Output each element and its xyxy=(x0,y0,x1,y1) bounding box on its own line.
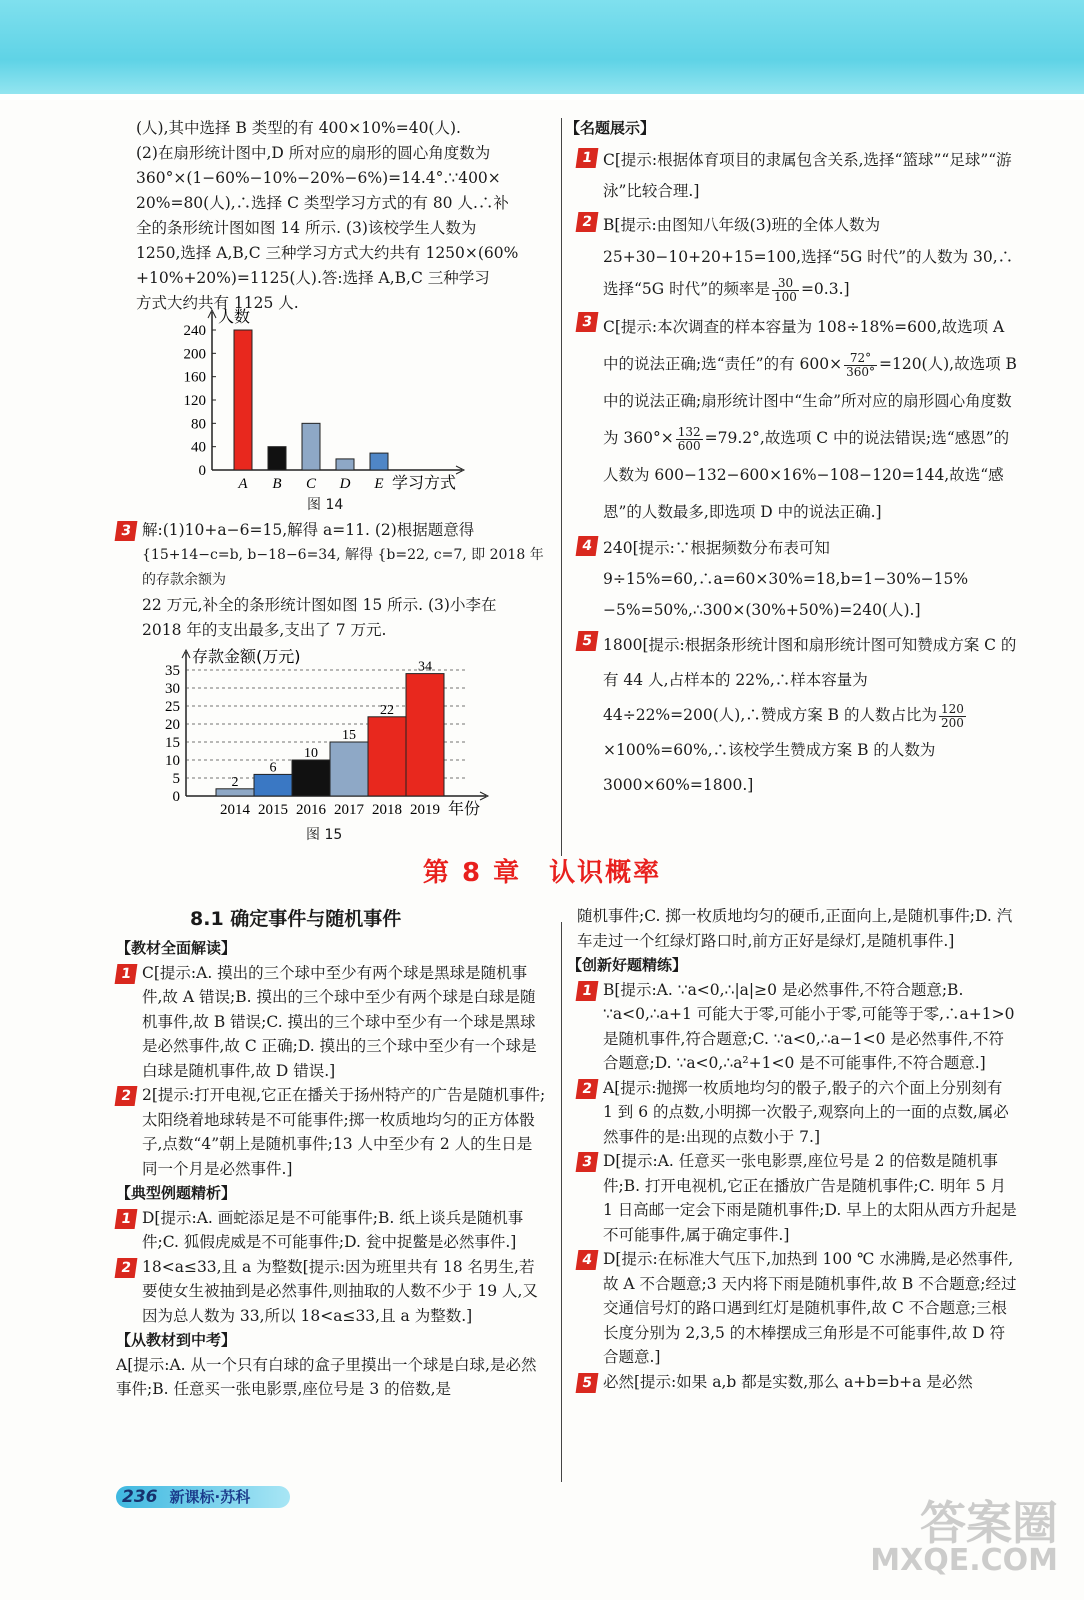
denominator: 100 xyxy=(774,289,797,304)
chapter-number: 第 8 章 xyxy=(422,858,522,888)
question-number-badge: 4 xyxy=(576,536,599,556)
x-tick-label: D xyxy=(339,476,351,492)
y-tick-label: 120 xyxy=(183,393,206,409)
y-tick-label: 30 xyxy=(165,681,180,697)
text-line: (2)在扇形统计图中,D 所对应的扇形的圆心角度数为 xyxy=(136,144,491,162)
chapter-title xyxy=(0,852,1084,889)
y-tick-label: 35 xyxy=(165,663,180,679)
chart-figure-14 xyxy=(176,300,476,500)
y-tick-label: 0 xyxy=(198,463,206,479)
y-tick-label: 10 xyxy=(165,753,180,769)
denominator: 600 xyxy=(677,438,701,453)
answer-item xyxy=(577,628,1017,803)
text-line: {15+14−c=b, b−18−6=34, 解得 {b=22, c=7, 即 2018 年的存款余额为 xyxy=(142,547,544,588)
chapter-name: 认识概率 xyxy=(549,858,662,888)
section-heading: 【创新好题精练】 xyxy=(567,956,688,974)
watermark xyxy=(870,1496,1058,1578)
data-label: 6 xyxy=(269,760,277,776)
data-label: 34 xyxy=(418,659,432,675)
question-number-badge: 2 xyxy=(576,1079,599,1099)
question-number-badge: 1 xyxy=(115,1209,138,1229)
question-number-badge: 5 xyxy=(576,1373,599,1393)
x-tick-label: E xyxy=(374,476,384,492)
fraction xyxy=(772,277,799,304)
answer-item xyxy=(116,961,546,1084)
answer-text: 18<a≤33,且 a 为整数[提示:因为班里共有 18 名男生,若要使女生被抽到是必然事件,则抽取的人数不少于 19 人,又因为总人数为 33,所以 18<a≤33,且 a 为整数.] xyxy=(142,1257,538,1325)
question-number-badge: 1 xyxy=(576,981,599,1001)
question-number-badge: 1 xyxy=(576,148,599,168)
answer-item xyxy=(116,1255,546,1329)
bar xyxy=(292,760,330,796)
bar xyxy=(234,330,252,470)
denominator: 200 xyxy=(941,715,964,730)
question-number-badge: 4 xyxy=(576,1250,599,1270)
fraction xyxy=(844,352,877,379)
watermark-url: MXQE.COM xyxy=(870,1543,1058,1578)
question-number-badge: 2 xyxy=(576,212,599,232)
answer-item xyxy=(577,978,1017,1076)
x-tick-label: 2018 xyxy=(372,802,402,818)
header-band xyxy=(0,0,1084,100)
question-number-badge: 2 xyxy=(115,1258,138,1278)
right-bottom-text xyxy=(567,904,1017,1394)
y-tick-label: 5 xyxy=(172,771,180,787)
left-bottom-text xyxy=(116,936,546,1402)
column-divider xyxy=(561,922,562,1482)
text-line: 360°×(1−60%−10%−20%−6%)=14.4°.∵400× xyxy=(136,169,501,187)
data-label: 10 xyxy=(304,746,318,761)
y-tick-label: 200 xyxy=(183,346,206,363)
bar xyxy=(302,423,320,470)
bar xyxy=(368,717,406,796)
x-tick-label: 2015 xyxy=(258,802,288,818)
text-line: 全的条形统计图如图 14 所示. (3)该校学生人数为 xyxy=(136,219,477,237)
data-label: 22 xyxy=(380,702,394,718)
answer-text: C[提示:A. 摸出的三个球中至少有两个球是黑球是随机事件,故 A 错误;B. 摸出的三个球中至少有两个球是白球是随机事件,故 B 错误;C. 摸出的三个球中至少有一个球是黑球是必然事件,故 C 正确;D. 摸出的三个球中至少有一个球是白球是随机事件,故 D 错误.] xyxy=(142,963,537,1080)
x-tick-label: B xyxy=(272,476,282,492)
x-tick-label: 2019 xyxy=(410,802,440,818)
bar xyxy=(268,447,286,470)
answer-text: C[提示:根据体育项目的隶属包含关系,选择“篮球”“足球”“游泳”比较合理.] xyxy=(603,151,1012,200)
watermark-text: 答案圈 xyxy=(920,1496,1058,1550)
q3-block xyxy=(116,518,546,643)
answer-item xyxy=(577,1149,1017,1247)
y-tick-label: 160 xyxy=(183,369,206,386)
data-label: 2 xyxy=(231,774,239,790)
caption-15: 图 15 xyxy=(306,827,343,843)
section-title: 8.1 确定事件与随机事件 xyxy=(190,908,402,930)
answer-text: A[提示:A. 从一个只有白球的盒子里摸出一个球是白球,是必然事件;B. 任意买一张电影票,座位号是 3 的倍数,是 xyxy=(116,1355,537,1398)
text-line: 2018 年的支出最多,支出了 7 万元. xyxy=(142,621,387,639)
text-line: 解:(1)10+a−6=15,解得 a=11. (2)根据题意得 xyxy=(142,521,475,539)
question-number-badge: 3 xyxy=(576,1152,599,1172)
y-tick-label: 80 xyxy=(191,416,206,433)
answer-text: =0.3.] xyxy=(800,280,850,298)
right-top-text xyxy=(565,116,1017,803)
answer-text: D[提示:A. 画蛇添足是不可能事件;B. 纸上谈兵是随机事件;C. 狐假虎威是不可能事件;D. 瓮中捉鳖是必然事件.] xyxy=(142,1208,524,1251)
y-tick-label: 15 xyxy=(165,735,180,751)
numerator: 30 xyxy=(772,277,799,291)
text-line: (人),其中选择 B 类型的有 400×10%=40(人). xyxy=(136,119,461,137)
answer-item xyxy=(577,145,1017,207)
data-label: 15 xyxy=(342,728,356,743)
section-heading: 【教材全面解读】 xyxy=(116,939,237,957)
x-tick-label: A xyxy=(238,476,248,492)
bar xyxy=(330,742,368,796)
answer-text: 随机事件;C. 掷一枚质地均匀的硬币,正面向上,是随机事件;D. 汽车走过一个红绿灯路口时,前方正好是绿灯,是随机事件.] xyxy=(577,907,1013,950)
bar xyxy=(336,459,354,470)
answer-text: 2[提示:打开电视,它正在播关于扬州特产的广告是随机事件;太阳绕着地球转是不可能事件;掷一枚质地均匀的正方体骰子,点数“4”朝上是随机事件;13 人中至少有 2 人的生日是同一个月是必然事件.] xyxy=(142,1086,546,1178)
text-line: 1250,选择 A,B,C 三种学习方式大约共有 1250×(60% xyxy=(136,244,519,262)
left-top-text xyxy=(136,116,546,316)
y-tick-label: 0 xyxy=(172,789,180,805)
answer-item xyxy=(577,309,1017,531)
x-axis-title: 年份 xyxy=(448,799,481,818)
answer-text: C[提示:本次调查的样本容量为 108÷18%=600,故选项 A 中的说法正确;选“责任”的有 600× xyxy=(603,318,1005,373)
answer-item xyxy=(577,533,1017,626)
bar xyxy=(406,674,444,796)
text-line: +10%+20%)=1125(人).答:选择 A,B,C 三种学习 xyxy=(136,269,490,287)
answer-text: 240[提示:∵根据频数分布表可知 9÷15%=60,∴a=60×30%=18,b=1−30%−15%−5%=50%,∴300×(30%+50%)=240(人).] xyxy=(603,539,969,619)
answer-text: =79.2°,故选项 C 中的说法错误;选“感恩”的人数为 600−132−600×16%−108−120=144,故选“感恩”的人数最多,即选项 D 中的说法正确.] xyxy=(603,429,1010,521)
question-number-badge: 5 xyxy=(576,631,599,651)
chart-figure-15 xyxy=(156,636,496,820)
y-axis-title: 人数 xyxy=(218,307,251,326)
section-heading: 【典型例题精析】 xyxy=(116,1184,237,1202)
text-line: 20%=80(人),∴选择 C 类型学习方式的有 80 人.∴补 xyxy=(136,194,509,212)
answer-item xyxy=(116,1083,546,1181)
y-axis-title: 存款金额(万元) xyxy=(192,647,301,666)
text-line: 22 万元,补全的条形统计图如图 15 所示. (3)小李在 xyxy=(142,596,497,614)
y-tick-label: 40 xyxy=(191,439,206,456)
answer-item xyxy=(116,518,546,643)
x-tick-label: C xyxy=(305,476,317,492)
answer-text: B[提示:A. ∵a<0,∴|a|≥0 是必然事件,不符合题意;B. ∵a<0,∴a+1 可能大于零,可能小于零,可能等于零,∴a+1>0 是随机事件,符合题意;C. ∵a<0,∴a−1<0 是必然事件,不符合题意;D. ∵a<0,∴a²+1<0 是不可能事件,不符合题意.] xyxy=(603,980,1015,1072)
fraction xyxy=(676,426,703,453)
question-number-badge: 3 xyxy=(115,521,138,541)
answer-item xyxy=(116,1206,546,1255)
fraction xyxy=(939,703,966,730)
numerator: 132 xyxy=(677,424,701,439)
y-tick-label: 240 xyxy=(183,323,206,339)
answer-text: D[提示:在标准大气压下,加热到 100 ℃ 水沸腾,是必然事件,故 A 不合题意;3 天内将下雨是随机事件,故 B 不合题意;经过交通信号灯的路口遇到红灯是随机事件,故 C 不合题意;三根长度分别为 2,3,5 的木棒摆成三角形是不可能事件,故 D 符合题意.] xyxy=(603,1250,1017,1366)
answer-text: =120(人),故选项 B 中的说法正确;扇形统计图中“生命”所对应的扇形圆心角度数为 360°× xyxy=(603,355,1017,447)
x-tick-label: 2017 xyxy=(334,802,364,818)
question-number-badge: 3 xyxy=(576,312,599,332)
answer-text: B[提示:由图知八年级(3)班的全体人数为 25+30−10+20+15=100,选择“5G 时代”的人数为 30,∴选择“5G 时代”的频率是 xyxy=(603,216,1014,298)
page-number: 236 xyxy=(122,1487,158,1507)
numerator: 120 xyxy=(941,701,964,716)
caption-14: 图 14 xyxy=(307,497,344,513)
bar xyxy=(254,774,292,796)
denominator: 360° xyxy=(846,364,875,379)
column-divider xyxy=(561,118,562,856)
x-axis-title: 学习方式 xyxy=(392,473,457,492)
book-label: 新课标·苏科 xyxy=(169,1488,251,1506)
answer-text: ×100%=60%,∴该校学生赞成方案 B 的人数为 3000×60%=1800.] xyxy=(603,741,936,794)
bar xyxy=(216,789,254,796)
x-tick-label: 2016 xyxy=(296,802,326,818)
x-tick-label: 2014 xyxy=(220,802,250,818)
page-footer xyxy=(116,1486,290,1508)
question-number-badge: 2 xyxy=(115,1086,138,1106)
text-line: 方式大约共有 1125 人. xyxy=(136,294,299,312)
answer-item xyxy=(577,209,1017,305)
answer-text: 1800[提示:根据条形统计图和扇形统计图可知赞成方案 C 的有 44 人,占样本的 22%,∴样本容量为 44÷22%=200(人),∴赞成方案 B 的人数占比为 xyxy=(603,636,1017,724)
y-tick-label: 20 xyxy=(165,717,180,733)
answer-item xyxy=(577,1247,1017,1370)
question-number-badge: 1 xyxy=(115,964,138,984)
answer-text: D[提示:A. 任意买一张电影票,座位号是 2 的倍数是随机事件;B. 打开电视机,它正在播放广告是随机事件;C. 明年 5 月 1 日高邮一定会下雨是随机事件;D. 早上的太阳从西方升起是不可能事件,属于确定事件.] xyxy=(603,1152,1017,1244)
numerator: 72° xyxy=(844,352,877,366)
y-tick-label: 25 xyxy=(165,699,180,715)
section-heading: 【名题展示】 xyxy=(565,119,656,137)
answer-item xyxy=(577,1076,1017,1150)
answer-item xyxy=(577,1370,1017,1395)
answer-text: 必然[提示:如果 a,b 都是实数,那么 a+b=b+a 是必然 xyxy=(603,1372,973,1391)
bar xyxy=(370,453,388,470)
answer-text: A[提示:抛掷一枚质地均匀的骰子,骰子的六个面上分别刻有 1 到 6 的点数,小明掷一次骰子,观察向上的一面的点数,属必然事件的是:出现的点数小于 7.] xyxy=(603,1078,1009,1146)
section-heading: 【从教材到中考】 xyxy=(116,1331,237,1349)
